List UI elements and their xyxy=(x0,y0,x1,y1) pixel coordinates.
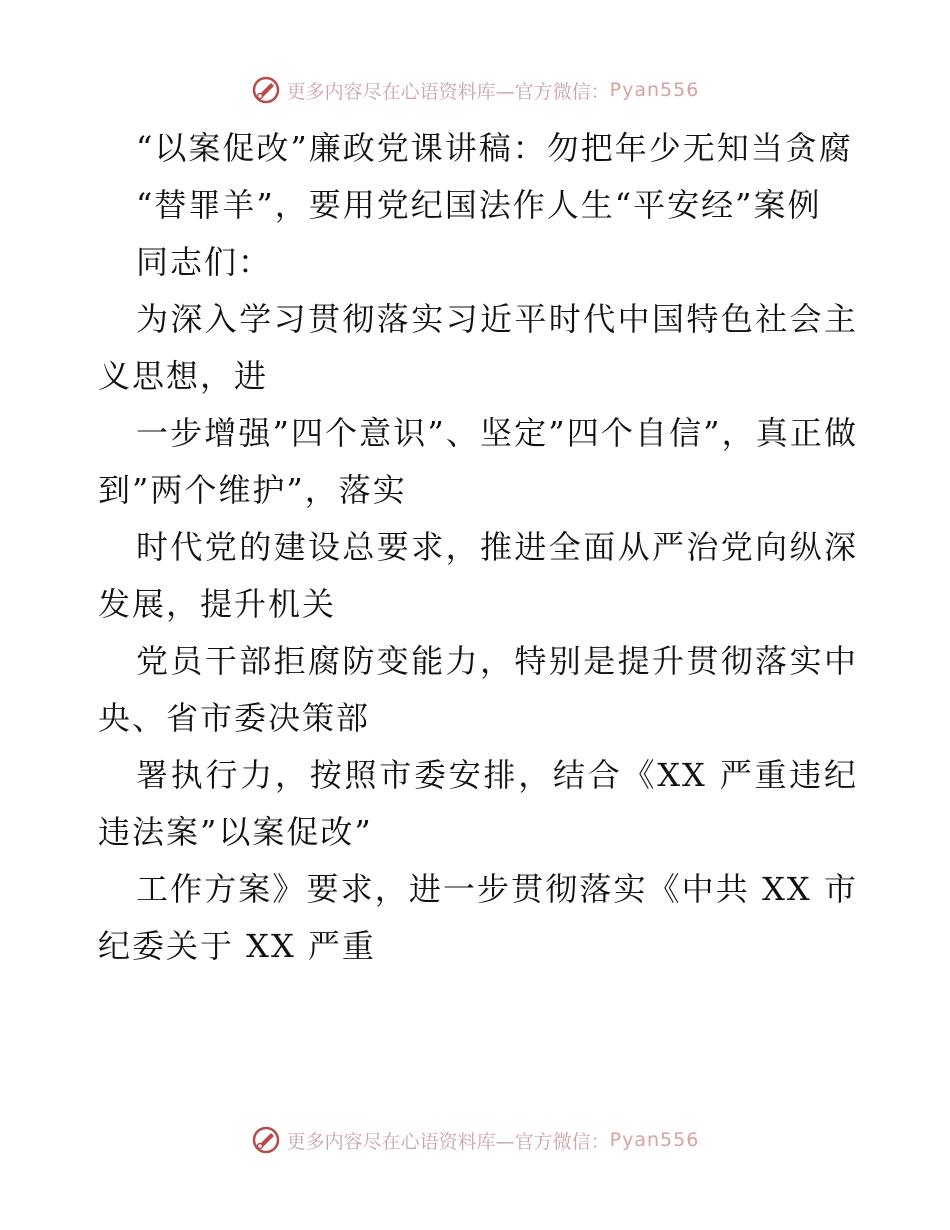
body-paragraph: 署执行力，按照市委安排，结合《XX 严重违纪违法案”以案促改” xyxy=(98,756,858,851)
document-title-line-1: “以案促改”廉政党课讲稿：勿把年少无知当贪腐 xyxy=(136,129,853,167)
body-paragraph: 党员干部拒腐防变能力，特别是提升贯彻落实中央、省市委决策部 xyxy=(98,642,858,737)
watermark-wechat-id: Pyan556 xyxy=(609,79,700,101)
document-title-line-2: “替罪羊”，要用党纪国法作人生“平安经”案例 xyxy=(136,186,822,224)
salutation: 同志们： xyxy=(136,243,273,281)
document-body xyxy=(98,120,858,975)
body-paragraph: 时代党的建设总要求，推进全面从严治党向纵深发展，提升机关 xyxy=(98,528,858,623)
body-paragraph: 为深入学习贯彻落实习近平时代中国特色社会主义思想，进 xyxy=(98,300,858,395)
brush-logo-icon xyxy=(251,75,281,105)
brush-logo-icon xyxy=(251,1125,281,1155)
watermark-footer xyxy=(0,1120,950,1160)
watermark-header xyxy=(0,70,950,110)
watermark-text: 更多内容尽在心语资料库—官方微信： xyxy=(286,80,610,103)
body-paragraph: 工作方案》要求，进一步贯彻落实《中共 XX 市纪委关于 XX 严重 xyxy=(98,870,858,965)
body-paragraph: 一步增强”四个意识”、坚定”四个自信”，真正做到”两个维护”，落实 xyxy=(98,414,858,509)
watermark-wechat-id: Pyan556 xyxy=(609,1129,700,1151)
watermark-text: 更多内容尽在心语资料库—官方微信： xyxy=(286,1130,610,1153)
